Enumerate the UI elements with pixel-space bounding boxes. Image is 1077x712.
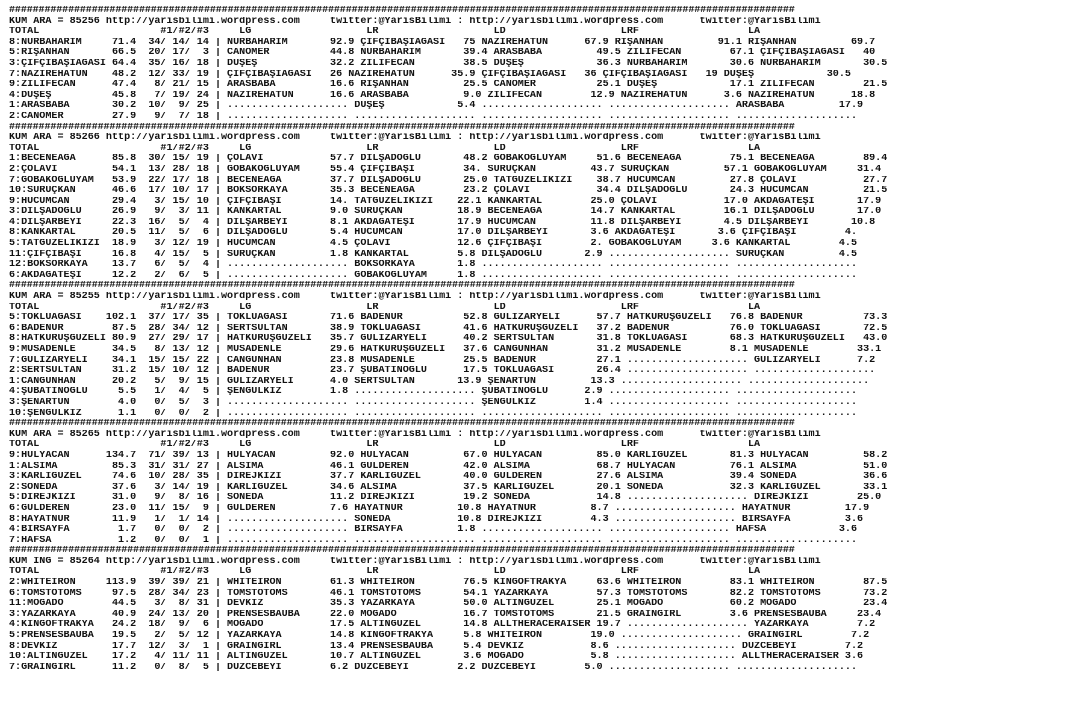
text-line: TOTAL #1/#2/#3 LG LR LD LRF LA	[9, 27, 761, 38]
text-line: 4:BİRSAYFA 1.7 0/ 0/ 2 | .................... BİRSAYFA 1.8 .................... .................... HAFSA 3.6	[9, 525, 858, 536]
text-line: 5:PRENSESBAUBA 19.5 2/ 5/ 12 | YAZARKAYA 14.8 KINGOFTRAKYA 5.8 WHITEIRON 19.0 .................... GRAINGIRL 7.2	[9, 631, 870, 642]
text-line: 11:MOGADO 44.5 3/ 8/ 31 | DEVKIZ 35.3 YAZARKAYA 50.0 ALTINGÜZEL 25.1 MOGADO 60.2 MOGADO 23.4	[9, 599, 888, 610]
text-line: 8:HATKURUŞGÜZELİ 80.9 27/ 29/ 17 | HATKURUŞGÜZELİ 35.7 GÜLİZARYELİ 40.2 SERTSULTAN 31.8 TOKLUAĞASI 68.3 HATKURUŞGÜZELİ 43.0	[9, 334, 888, 345]
text-line: 6:TOMSTOTOMS 97.5 28/ 34/ 23 | TOMSTOTOMS 46.1 TOMSTOTOMS 54.1 YAZARKAYA 57.3 TOMSTOTOMS 82.2 TOMSTOTOMS 73.2	[9, 588, 888, 599]
text-line: 3:ŞENARTUN 4.0 0/ 5/ 3 | .................... .................... ŞENGÜLKIZ 1.4 .................... ....................	[9, 397, 858, 408]
text-line: 6:GÜLDEREN 23.0 11/ 15/ 9 | GÜLDEREN 7.6 HAYATNUR 10.8 HAYATNUR 8.7 .................... HAYATNUR 17.9	[9, 503, 870, 514]
text-line: 3:ÇİFÇİBAŞIAĞASI 64.4 35/ 16/ 18 | DÜŞEŞ 32.2 ZİLİFECAN 38.5 DÜŞEŞ 36.3 NURBAHARIM 30.6 NURBAHARIM 30.5	[9, 58, 888, 69]
text-line: 3:YAZARKAYA 40.9 24/ 13/ 20 | PRENSESBAUBA 22.0 MOGADO 16.7 TOMSTOTOMS 21.5 GRAINGIRL 3.6 PRENSESBAUBA 23.4	[9, 609, 882, 620]
text-line: 5:DİREJKIZI 31.0 9/ 8/ 16 | SONEDA 11.2 DİREJKIZI 19.2 SONEDA 14.8 .................... DİREJKIZI 25.0	[9, 493, 882, 504]
text-line: 7:NAZİREHATUN 48.2 12/ 33/ 19 | ÇİFÇİBAŞIAĞASI 26 NAZİREHATUN 35.9 ÇİFÇİBAŞIAĞASI 36 ÇİFÇİBAŞIAĞASI 19 DÜŞEŞ 30.5	[9, 69, 851, 80]
text-line: KUM ARA = 85266 http://yarisbilimi.wordpress.com twitter:@YarisBilimi : http://yarisbilimi.wordpress.com twitter:@YarisBilimi	[9, 133, 821, 144]
text-line: 8:HAYATNUR 11.9 1/ 1/ 14 | .................... SONEDA 10.8 DİREJKIZI 4.3 .................... BİRSAYFA 3.6	[9, 514, 864, 525]
text-line: 4:DİLŞARBEYİ 22.3 16/ 5/ 4 | DİLŞARBEYİ 8.1 AKDAĞATEŞİ 17.9 HÜCUMCAN 11.8 DİLŞARBEYİ 4.5 DİLŞARBEYİ 10.8	[9, 217, 876, 228]
text-line: 9:ZİLİFECAN 47.4 8/ 21/ 15 | ARASBABA 16.6 RİŞANHAN 25.5 CANÖMER 25.1 DÜŞEŞ 17.1 ZİLİFECAN 21.5	[9, 80, 888, 91]
text-line: 11:ÇİFÇİBAŞI 16.8 4/ 15/ 5 | SURUÇKAN 1.8 KANKARTAL 5.8 DİLŞADOĞLU 2.9 .................... SURUÇKAN 4.5	[9, 249, 858, 260]
text-line: #####################################################################################################################################	[9, 122, 795, 133]
text-line: TOTAL #1/#2/#3 LG LR LD LRF LA	[9, 143, 761, 154]
text-line: 10:ALTINGÜZEL 17.2 4/ 11/ 11 | ALTINGÜZEL 10.7 ALTINGÜZEL 3.6 MOGADO 5.8 .................... ALLTHERACERAISER 3.6	[9, 652, 864, 663]
text-line: 7:GOBAKOĞLUYAM 53.9 22/ 17/ 18 | BECENEAĞA 37.7 DİLŞADOĞLU 25.0 TATGÜZELİKIZI 38.7 HÜCUMCAN 27.8 ÇOLAVİ 27.7	[9, 175, 888, 186]
text-line: 9:HÜLYACAN 134.7 71/ 39/ 13 | HÜLYACAN 92.0 HÜLYACAN 67.0 HÜLYACAN 85.0 KARLIGÜZEL 81.3 HÜLYACAN 58.2	[9, 450, 888, 461]
text-line: 2:CANÖMER 27.9 9/ 7/ 18 | .................... .................... .................... .................... ....................	[9, 111, 858, 122]
text-line: 4:DÜŞEŞ 45.8 7/ 19/ 24 | NAZİREHATUN 16.6 ARASBABA 9.0 ZİLİFECAN 12.9 NAZİREHATUN 3.6 NAZİREHATUN 18.8	[9, 90, 876, 101]
text-line: 1:BECENEAĞA 85.8 30/ 15/ 19 | ÇOLAVİ 57.7 DİLŞADOĞLU 48.2 GOBAKOĞLUYAM 51.6 BECENEAĞA 75.1 BECENEAĞA 89.4	[9, 154, 888, 165]
text-line: #####################################################################################################################################	[9, 6, 795, 16]
text-line: 7:GÜLİZARYELİ 34.1 15/ 15/ 22 | CANGÜNHAN 23.8 MÜSADENLE 25.5 BADENUR 27.1 .................... GÜLİZARYELİ 7.2	[9, 355, 876, 366]
text-line: 6:AKDAĞATEŞİ 12.2 2/ 6/ 5 | .................... GOBAKOĞLUYAM 1.8 .................... .................... ....................	[9, 270, 858, 281]
text-line: 1:CANGÜNHAN 20.2 5/ 9/ 15 | GÜLİZARYELİ 4.0 SERTSULTAN 13.9 ŞENARTUN 13.3 .................... ....................	[9, 376, 870, 387]
text-line: #####################################################################################################################################	[9, 281, 795, 292]
text-line: 7:HAFSA 1.2 0/ 0/ 1 | .................... .................... .................... .................... ....................	[9, 535, 858, 546]
text-line: 4:ŞUBATINOĞLU 5.5 1/ 4/ 5 | ŞENGÜLKIZ 1.8 .................... ŞUBATINOĞLU 2.9 .................... ....................	[9, 387, 858, 398]
text-line: KUM ARA = 85256 http://yarisbilimi.wordpress.com twitter:@YarisBilimi : http://yarisbilimi.wordpress.com twitter:@YarisBilimi	[9, 16, 821, 27]
text-line: 8:KANKARTAL 20.5 11/ 5/ 6 | DİLŞADOĞLU 5.4 HÜCUMCAN 17.0 DİLŞARBEYİ 3.6 AKDAĞATEŞİ 3.6 ÇİFÇİBAŞI 4.	[9, 228, 858, 239]
text-line: TOTAL #1/#2/#3 LG LR LD LRF LA	[9, 440, 761, 451]
text-line: 7:GRAINGIRL 11.2 0/ 8/ 5 | DÜZCEBEYİ 6.2 DÜZCEBEYİ 2.2 DÜZCEBEYİ 5.0 .................... ....................	[9, 662, 858, 673]
text-line: 2:ÇOLAVİ 54.1 13/ 28/ 18 | GOBAKOĞLUYAM 55.4 ÇİFÇİBAŞI 34. SURUÇKAN 43.7 SURUÇKAN 57.1 GOBAKOĞLUYAM 31.4	[9, 164, 882, 175]
text-line: 9:MÜSADENLE 34.5 8/ 13/ 12 | MÜSADENLE 29.6 HATKURUŞGÜZELİ 37.6 CANGÜNHAN 31.2 MÜSADENLE 8.1 MÜSADENLE 33.1	[9, 345, 882, 355]
text-line: 8:DEVKIZ 17.7 12/ 3/ 1 | GRAINGIRL 13.4 PRENSESBAUBA 5.4 DEVKIZ 8.6 .................... DÜZCEBEYİ 7.2	[9, 641, 864, 652]
text-line: 10:ŞENGÜLKIZ 1.1 0/ 0/ 2 | .................... .................... .................... .................... ....................	[9, 408, 858, 419]
text-line: TOTAL #1/#2/#3 LG LR LD LRF LA	[9, 567, 761, 578]
text-line: 3:DİLŞADOĞLU 26.9 9/ 3/ 11 | KANKARTAL 9.0 SURUÇKAN 18.9 BECENEAĞA 14.7 KANKARTAL 16.1 DİLŞADOĞLU 17.0	[9, 207, 882, 218]
text-line: 6:BADENUR 87.5 28/ 34/ 12 | SERTSULTAN 38.9 TOKLUAĞASI 41.6 HATKURUŞGÜZELİ 37.2 BADENUR 76.0 TOKLUAĞASI 72.5	[9, 323, 888, 334]
text-line: 8:NURBAHARIM 71.4 34/ 14/ 14 | NURBAHARIM 92.9 ÇİFÇİBAŞIAĞASI 75 NAZİREHATUN 67.9 RİŞANHAN 91.1 RİŞANHAN 69.7	[9, 37, 876, 48]
text-line: 4:KINGOFTRAKYA 24.2 18/ 9/ 6 | MOGADO 17.5 ALTINGÜZEL 14.8 ALLTHERACERAISER 19.7 .................... YAZARKAYA 7.2	[9, 620, 876, 631]
race-report-text	[9, 6, 1073, 708]
text-line: 9:HÜCUMCAN 29.4 3/ 15/ 10 | ÇİFÇİBAŞI 14. TATGÜZELİKIZI 22.1 KANKARTAL 25.0 ÇOLAVİ 17.0 AKDAĞATEŞİ 17.9	[9, 196, 882, 207]
text-line: TOTAL #1/#2/#3 LG LR LD LRF LA	[9, 302, 761, 313]
text-line: KUM ARA = 85265 http://yarisbilimi.wordpress.com twitter:@YarisBilimi : http://yarisbilimi.wordpress.com twitter:@YarisBilimi	[9, 429, 821, 440]
text-line: #####################################################################################################################################	[9, 419, 795, 430]
text-line: 2:SERTSULTAN 31.2 15/ 10/ 12 | BADENUR 23.7 ŞUBATINOĞLU 17.5 TOKLUAĞASI 26.4 .................... ....................	[9, 366, 876, 377]
text-line: 12:BOKSÖRKAYA 13.7 6/ 5/ 4 | .................... BOKSÖRKAYA 1.8 .................... .................... ....................	[9, 260, 858, 271]
text-line: 5:TATGÜZELİKIZI 18.9 3/ 12/ 19 | HÜCUMCAN 4.5 ÇOLAVİ 12.6 ÇİFÇİBAŞI 2. GOBAKOĞLUYAM 3.6 KANKARTAL 4.5	[9, 239, 858, 250]
text-line: #####################################################################################################################################	[9, 546, 795, 557]
text-line: 5:RİŞANHAN 66.5 20/ 17/ 3 | CANÖMER 44.8 NURBAHARIM 39.4 ARASBABA 49.5 ZİLİFECAN 67.1 ÇİFÇİBAŞIAĞASI 40	[9, 48, 876, 59]
text-line: 2:WHITEIRON 113.9 39/ 39/ 21 | WHITEIRON 61.3 WHITEIRON 76.5 KINGOFTRAKYA 63.6 WHITEIRON 83.1 WHITEIRON 87.5	[9, 578, 888, 589]
text-line: 5:TOKLUAĞASI 102.1 37/ 17/ 35 | TOKLUAĞASI 71.6 BADENUR 52.8 GÜLİZARYELİ 57.7 HATKURUŞGÜZELİ 76.8 BADENUR 73.3	[9, 313, 888, 324]
text-line: 2:SONEDA 37.6 3/ 14/ 19 | KARLIGÜZEL 34.6 ALSIMA 37.5 KARLIGÜZEL 20.1 SONEDA 32.3 KARLIGÜZEL 33.1	[9, 482, 888, 493]
text-line: 1:ALSIMA 85.3 31/ 31/ 27 | ALSIMA 46.1 GÜLDEREN 42.0 ALSIMA 68.7 HÜLYACAN 76.1 ALSIMA 51.0	[9, 461, 888, 472]
text-line: 10:SURUÇKAN 46.6 17/ 10/ 17 | BOKSÖRKAYA 35.3 BECENEAĞA 23.2 ÇOLAVİ 34.4 DİLŞADOĞLU 24.3 HÜCUMCAN 21.5	[9, 186, 888, 197]
text-line: 3:KARLIGÜZEL 74.6 10/ 28/ 35 | DİREJKIZI 37.7 KARLIGÜZEL 40.0 GÜLDEREN 27.6 ALSIMA 39.4 SONEDA 36.6	[9, 472, 888, 483]
text-line: 1:ARASBABA 30.2 10/ 9/ 25 | .................... DÜŞEŞ 5.4 .................... .................... ARASBABA 17.9	[9, 101, 864, 112]
text-line: KUM İNG = 85264 http://yarisbilimi.wordpress.com twitter:@YarisBilimi : http://yarisbilimi.wordpress.com twitter:@YarisBilimi	[9, 556, 821, 567]
text-line: KUM ARA = 85255 http://yarisbilimi.wordpress.com twitter:@YarisBilimi : http://yarisbilimi.wordpress.com twitter:@YarisBilimi	[9, 292, 821, 303]
